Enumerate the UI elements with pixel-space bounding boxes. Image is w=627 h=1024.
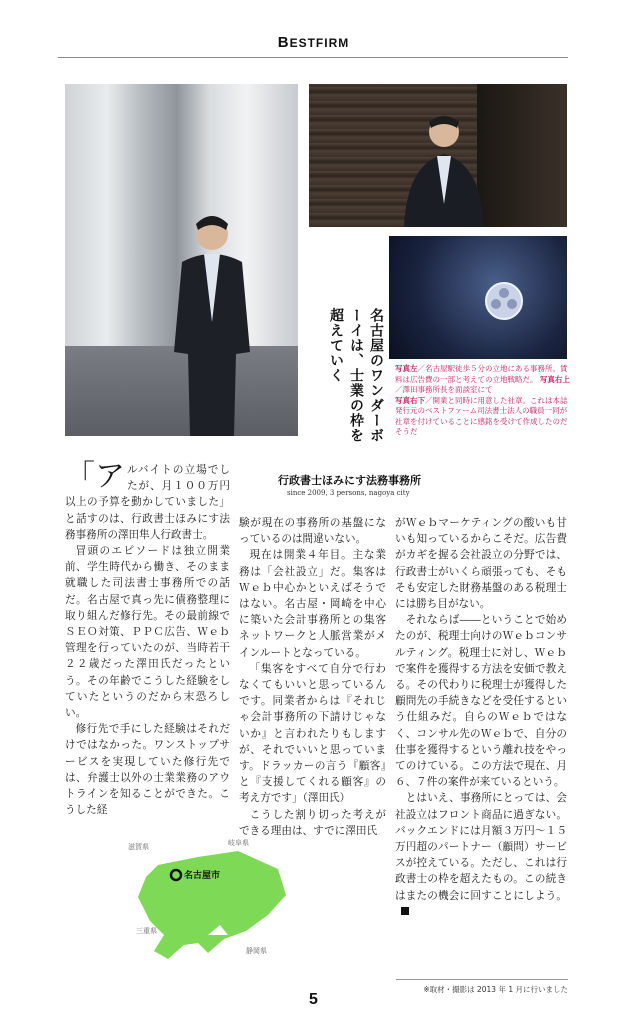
map-label-gifu: 岐阜県 [228, 839, 249, 847]
end-mark-icon [401, 907, 409, 915]
interview-room-photo [309, 84, 567, 227]
company-badge-photo [389, 236, 567, 359]
footnote: ※取材・撮影は 2013 年 1 月に行いました [423, 985, 568, 994]
map-label-mie: 三重県 [136, 927, 157, 935]
aichi-map [128, 835, 288, 970]
header-rule [58, 57, 568, 58]
article-column-3: がＷｅｂマーケティングの酸いも甘いも知っているからこそだ。広告費がカギを握る会社設立の分野では、行政書士がいくら頑張っても、そもそも安定した財務基盤のある税理士には勝ち目がない。 それならば――ということで始めたのが、税理士向けのＷｅｂコンサルティング。税理士に対し、Ｗｅｂで案件を獲得する方法を安価で教える。その代わりに税理士が獲得した顧問先の手続きなどを受任するという仕組みだ。自らのＷｅｂではなく、コンサル先のＷｅｂで、自分の仕事を獲得するという離れ技をやってのけている。この方法で現在、月６、７件の案件が来ているという。 とはいえ、事務所にとっては、会社設立はフロント商品に過ぎない。バックエンドには月額３万円〜１５万円超のパートナー（顧問）サービスが控えている。ただし、これは行政書士の枠を超えたもの。この続きはまたの機会に回すことにしよう。 [395, 515, 567, 920]
office-corridor-photo [65, 84, 298, 436]
firm-name: 行政書士ほみにす法務事務所 [278, 474, 421, 487]
map-label-nagoya: 名古屋市 [184, 871, 221, 881]
map-label-shiga: 滋賀県 [128, 843, 149, 851]
drop-cap: 「ア [65, 459, 125, 494]
brand-logo: BESTFIRM [277, 34, 350, 51]
headline: 名古屋のワンダーボーイは、士業の枠を超えていく [328, 308, 384, 443]
article-column-2: 験が現在の事務所の基盤になっているのは間違いない。 現在は開業４年目。主な業務は「会社設立」だ。集客はＷｅｂ中心かといえばそうではない。名古屋・岡崎を中心に築いた会計事務所との集客ネットワークと人脈営業がメインルートとなっている。 「集客をすべて自分で行わなくてもいいと思っているんです。同業者からは『それじゃ会計事務所の下請けじゃないか』と言われたりもしますが、それでいいと思っています。ドラッカーの言う『顧客』と『支援してくれる顧客』の考え方です」（澤田氏） こうした割り切った考えができる理由は、すでに澤田氏 [239, 517, 386, 837]
aichi-prefecture-shape [138, 851, 286, 959]
article-column-1: 「アルバイトの立場でしたが、月１００万円以上の予算を動かしていました」と話すのは、行政書士ほみにす法務事務所の澤田隼人行政書士。 冒頭のエピソードは独立開業前、学生時代から働き、そのまま就職した司法書士事務所での話だ。名古屋で真っ先に債務整理に取り組んだ修行先。その最前線でＳＥＯ対策、ＰＰＣ広告、Ｗｅｂ管理を行っていたのが、当時若干２２歳だった澤田氏だったという。その年齢でこうした経験をしていたというのだから末恐ろしい。 修行先で手にした経験はそれだけではなかった。ワンストップサービスを実現していた修行先では、弁護士以外の士業業務のアウトラインを知ることができた。こうした経 [65, 459, 230, 817]
lapel-badge-icon [479, 276, 529, 326]
firm-subtitle: since 2009, 3 persons, nagoya city [287, 489, 410, 497]
photo-caption: 写真左／名古屋駅徒歩５分の立地にある事務所。賃料は広告費の一部と考えての立地戦略だ。 写真右上／澤田事務所長を面談室にて 写真右下／開業と同時に用意した社章。これは本誌発行元のベストファーム司法書士法人の職員一同が社章を付けていることに感銘を受けて作成したのだそうだ [395, 364, 570, 436]
map-label-shizuoka: 静岡県 [246, 947, 267, 955]
seated-man-figure [389, 104, 499, 227]
man-in-suit-figure [160, 202, 260, 436]
footnote-rule [396, 979, 568, 980]
page-number: 5 [309, 991, 318, 1008]
